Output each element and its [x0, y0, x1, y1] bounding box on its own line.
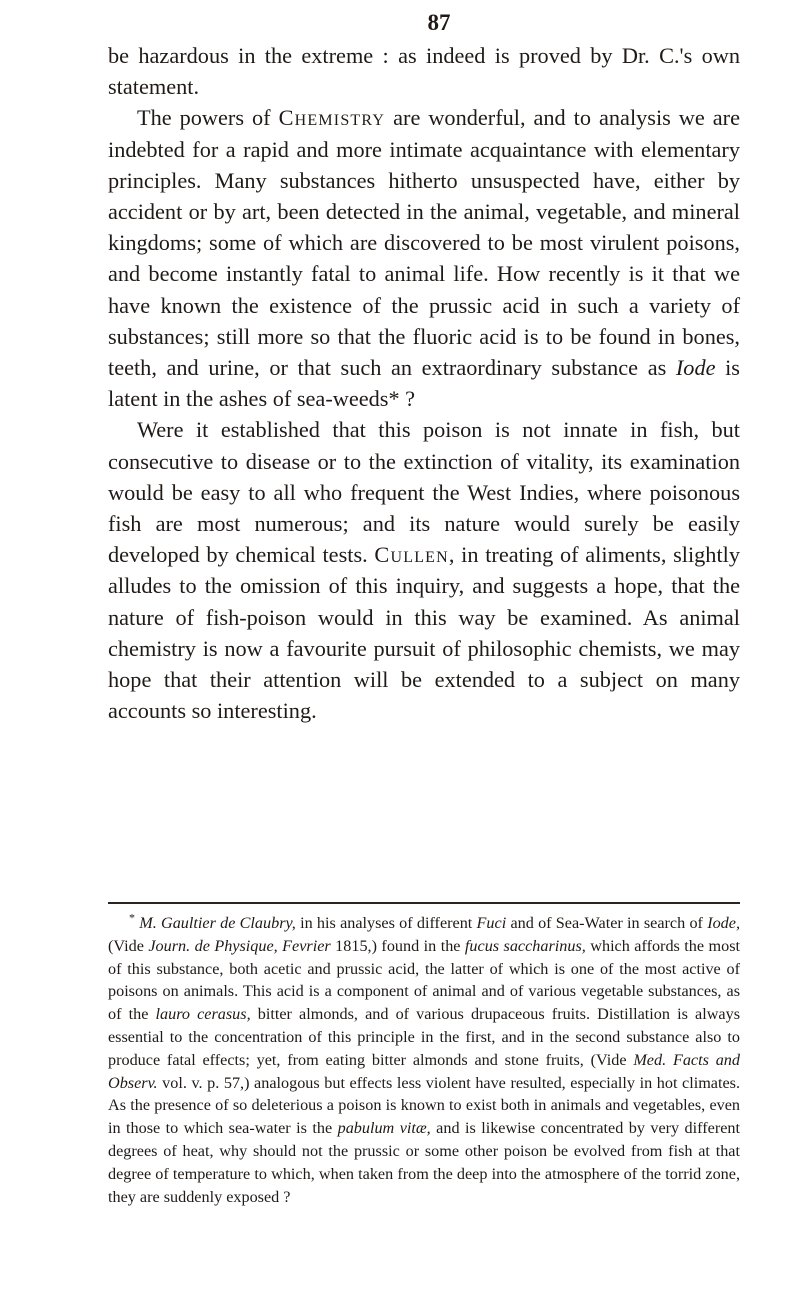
footnote-text-1: in his analyses of different: [295, 914, 477, 932]
footnote-italic-7: Med. Facts and Observ.: [108, 1050, 740, 1092]
footnote-text-5: which affords the most of this substance, both acetic and prussic acid, the latter of which is one of the most active of poisons on animals. This acid is a component of animal and of various vegetable substances, as of the: [108, 936, 741, 1024]
footnote-italic-2: Fuci: [476, 914, 507, 932]
paragraph-1-text: be hazardous in the extreme : as indeed is proved by Dr. C.'s own statement.: [108, 43, 740, 100]
footnote-text-3: (Vide: [108, 936, 149, 955]
footnote-text-8: and is likewise concentrated by very different degrees of heat, why should not the prussic or some other poison be evolved from fish at that degree of temperature to which, when taken from the deep into the atmosphere of the torrid zone, they are suddenly exposed ?: [108, 1119, 740, 1206]
footnote-author: M. Gaultier de Claubry,: [139, 914, 296, 932]
footnote-text-6: bitter almonds, and of various drupaceous fruits. Distillation is always essential to the concentration of this principle in the first, and in the second substance also to produce fatal effects; yet, from eating bitter almonds and stone fruits, (Vide: [108, 1005, 740, 1069]
chemistry-small-caps: Chemistry: [278, 105, 386, 131]
footnote-italic-6: lauro cerasus,: [155, 1005, 251, 1024]
footnote: [108, 912, 740, 1208]
footnote-text-2: and of Sea-Water in search of: [506, 914, 708, 932]
paragraph-3-text-b: , in treating of aliments, slightly alludes to the omission of this inquiry, and suggests a hope, that the nature of fish-poison would in this way be examined. As animal chemistry is now a favourite pursuit of philosophic chemists, we may hope that their attention will be extended to a subject on many accounts so interesting.: [108, 542, 740, 724]
paragraph-3: [108, 414, 740, 726]
footnote-italic-5: fucus saccharinus,: [464, 936, 586, 955]
footnote-marker: *: [129, 910, 135, 925]
paragraph-2-text-c: is latent in the ashes of sea-weeds* ?: [108, 355, 740, 412]
footnote-italic-3: Iode,: [707, 914, 740, 932]
footnote-italic-8: pabulum vitæ,: [337, 1119, 431, 1138]
iode-italic: Iode: [675, 355, 716, 381]
paragraph-2-text-b: are wonderful, and to analysis we are indebted for a rapid and more intimate acquaintance with elementary principles. Many substances hitherto unsuspected have, either by accident or by art, been detected in the animal, vegetable, and mineral kingdoms; some of which are discovered to be most virulent poisons, and become instantly fatal to animal life. How recently is it that we have known the existence of the prussic acid in such a variety of substances; still more so that the fluoric acid is to be found in bones, teeth, and urine, or that such an extraordinary substance as: [108, 105, 741, 381]
page-number: 87: [427, 10, 451, 35]
footnote-paragraph: [108, 912, 740, 1208]
footnote-text-4: 1815,) found in the: [330, 936, 465, 955]
paragraph-2: [108, 102, 740, 414]
footnote-italic-4: Journ. de Physique, Fevrier: [148, 936, 331, 955]
paragraph-1: [108, 40, 740, 102]
footnote-text-7: vol. v. p. 57,) analogous but effects less violent have resulted, especially in hot climates. As the presence of so deleterious a poison is known to exist both in animals and vegetables, even in those to which sea-water is the: [108, 1073, 740, 1138]
paragraph-2-text-a: The powers of: [137, 105, 279, 131]
footnote-rule: [108, 902, 740, 904]
paragraph-3-text-a: Were it established that this poison is not innate in fish, but consecutive to disease or to the extinction of vitality, its examination would be easy to all who frequent the West Indies, where poisonous fish are most numerous; and its nature would surely be easily developed by chemical tests.: [108, 417, 740, 568]
cullen-small-caps: Cullen: [374, 542, 449, 568]
main-text: [108, 40, 740, 726]
